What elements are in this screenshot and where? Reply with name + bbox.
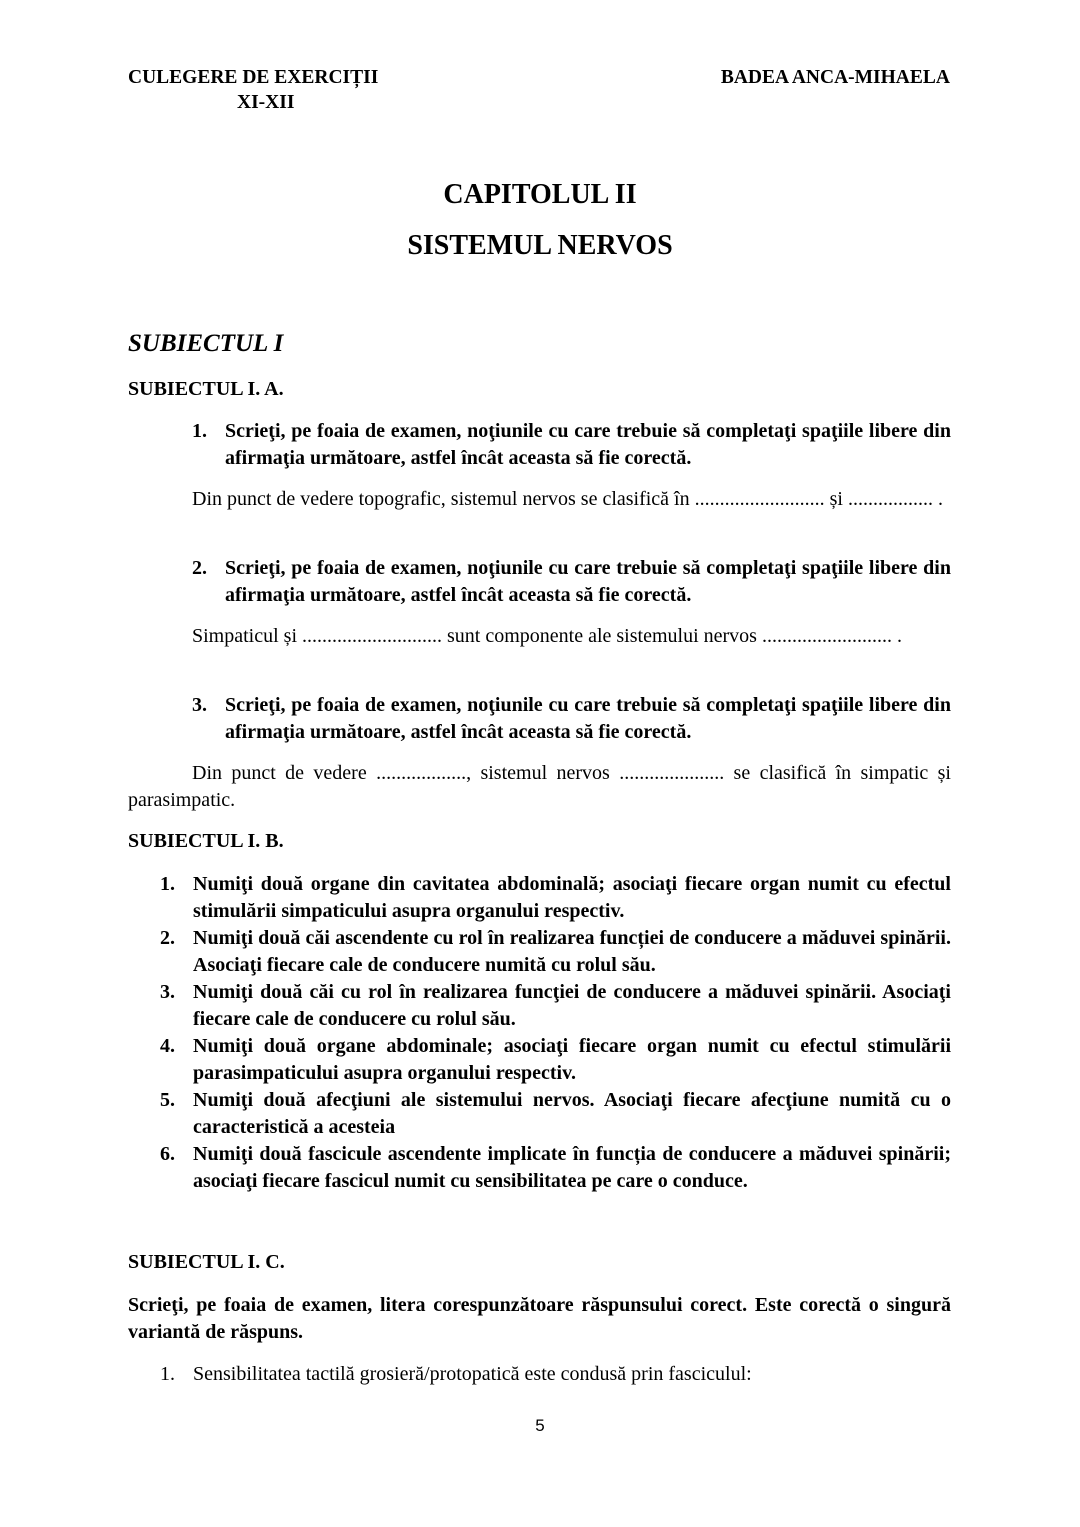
subsection-b-list [160,871,951,1195]
author-name: BADEA ANCA-MIHAELA [720,67,950,88]
question-number: 1. [160,1363,175,1385]
item-number: 6. [160,1143,175,1165]
book-grades: XI-XII [237,92,295,113]
subsection-a-heading: SUBIECTUL I. A. [128,378,284,400]
list-item [160,925,951,979]
book-title: CULEGERE DE EXERCIȚII [128,67,379,88]
question-prompt: Scrieţi, pe foaia de examen, noţiunile cu care trebuie să completaţi spaţiile libere din afirmaţia următoare, astfel încât aceasta să fie corectă. [225,557,951,606]
fill-sentence-a3: Din punct de vedere .................., sistemul nervos ..................... se clasifică în simpatic și parasimpatic. [128,762,951,811]
item-number: 4. [160,1035,175,1057]
list-item [160,1087,951,1141]
question-a3 [192,692,951,746]
fill-sentence-a1: Din punct de vedere topografic, sistemul nervos se clasifică în .......................... și ................. . [192,488,943,510]
question-prompt: Scrieţi, pe foaia de examen, noţiunile cu care trebuie să completaţi spaţiile libere din afirmaţia următoare, astfel încât aceasta să fie corectă. [225,420,951,469]
item-text: Numiţi două organe din cavitatea abdominală; asociaţi fiecare organ numit cu efectul stimulării simpaticului asupra organului respectiv. [193,873,951,922]
fill-sentence-a2: Simpaticul și ............................ sunt componente ale sistemului nervos .......................... . [192,625,902,647]
subsection-b-heading: SUBIECTUL I. B. [128,830,284,852]
list-item [160,979,951,1033]
question-number: 3. [192,694,207,716]
item-number: 2. [160,927,175,949]
header-left [128,65,378,115]
question-c1 [160,1361,752,1388]
page-number: 5 [535,1416,545,1435]
list-item [160,1141,951,1195]
question-prompt: Scrieţi, pe foaia de examen, noţiunile cu care trebuie să completaţi spaţiile libere din afirmaţia următoare, astfel încât aceasta să fie corectă. [225,694,951,743]
item-number: 1. [160,873,175,895]
item-text: Numiţi două afecţiuni ale sistemului nervos. Asociaţi fiecare afecţiune numită cu o caracteristică a acesteia [193,1089,951,1138]
list-item [160,1033,951,1087]
section-heading: SUBIECTUL I [128,330,284,357]
chapter-title: SISTEMUL NERVOS [407,230,673,261]
question-number: 1. [192,420,207,442]
item-text: Numiţi două căi ascendente cu rol în realizarea funcției de conducere a măduvei spinării. Asociaţi fiecare cale de conducere numită cu rolul său. [193,927,951,976]
subsection-c-heading: SUBIECTUL I. C. [128,1251,285,1273]
chapter-number: CAPITOLUL II [443,179,637,210]
question-number: 2. [192,557,207,579]
item-number: 3. [160,981,175,1003]
item-text: Numiţi două căi cu rol în realizarea funcţiei de conducere a măduvei spinării. Asociaţi fiecare cale de conducere cu rolul său. [193,981,951,1030]
item-number: 5. [160,1089,175,1111]
subsection-c-instruction: Scrieţi, pe foaia de examen, litera corespunzătoare răspunsului corect. Este corectă o singură variantă de răspuns. [128,1294,951,1343]
list-item [160,871,951,925]
item-text: Numiţi două fascicule ascendente implicate în funcția de conducere a măduvei spinării; asociaţi fiecare fascicul numit cu sensibilitatea pe care o conduce. [193,1143,951,1192]
question-a1 [192,418,951,472]
item-text: Numiţi două organe abdominale; asociaţi fiecare organ numit cu efectul stimulării parasimpaticului asupra organului respectiv. [193,1035,951,1084]
question-text: Sensibilitatea tactilă grosieră/protopatică este condusă prin fasciculul: [193,1363,752,1385]
question-a2 [192,555,951,609]
